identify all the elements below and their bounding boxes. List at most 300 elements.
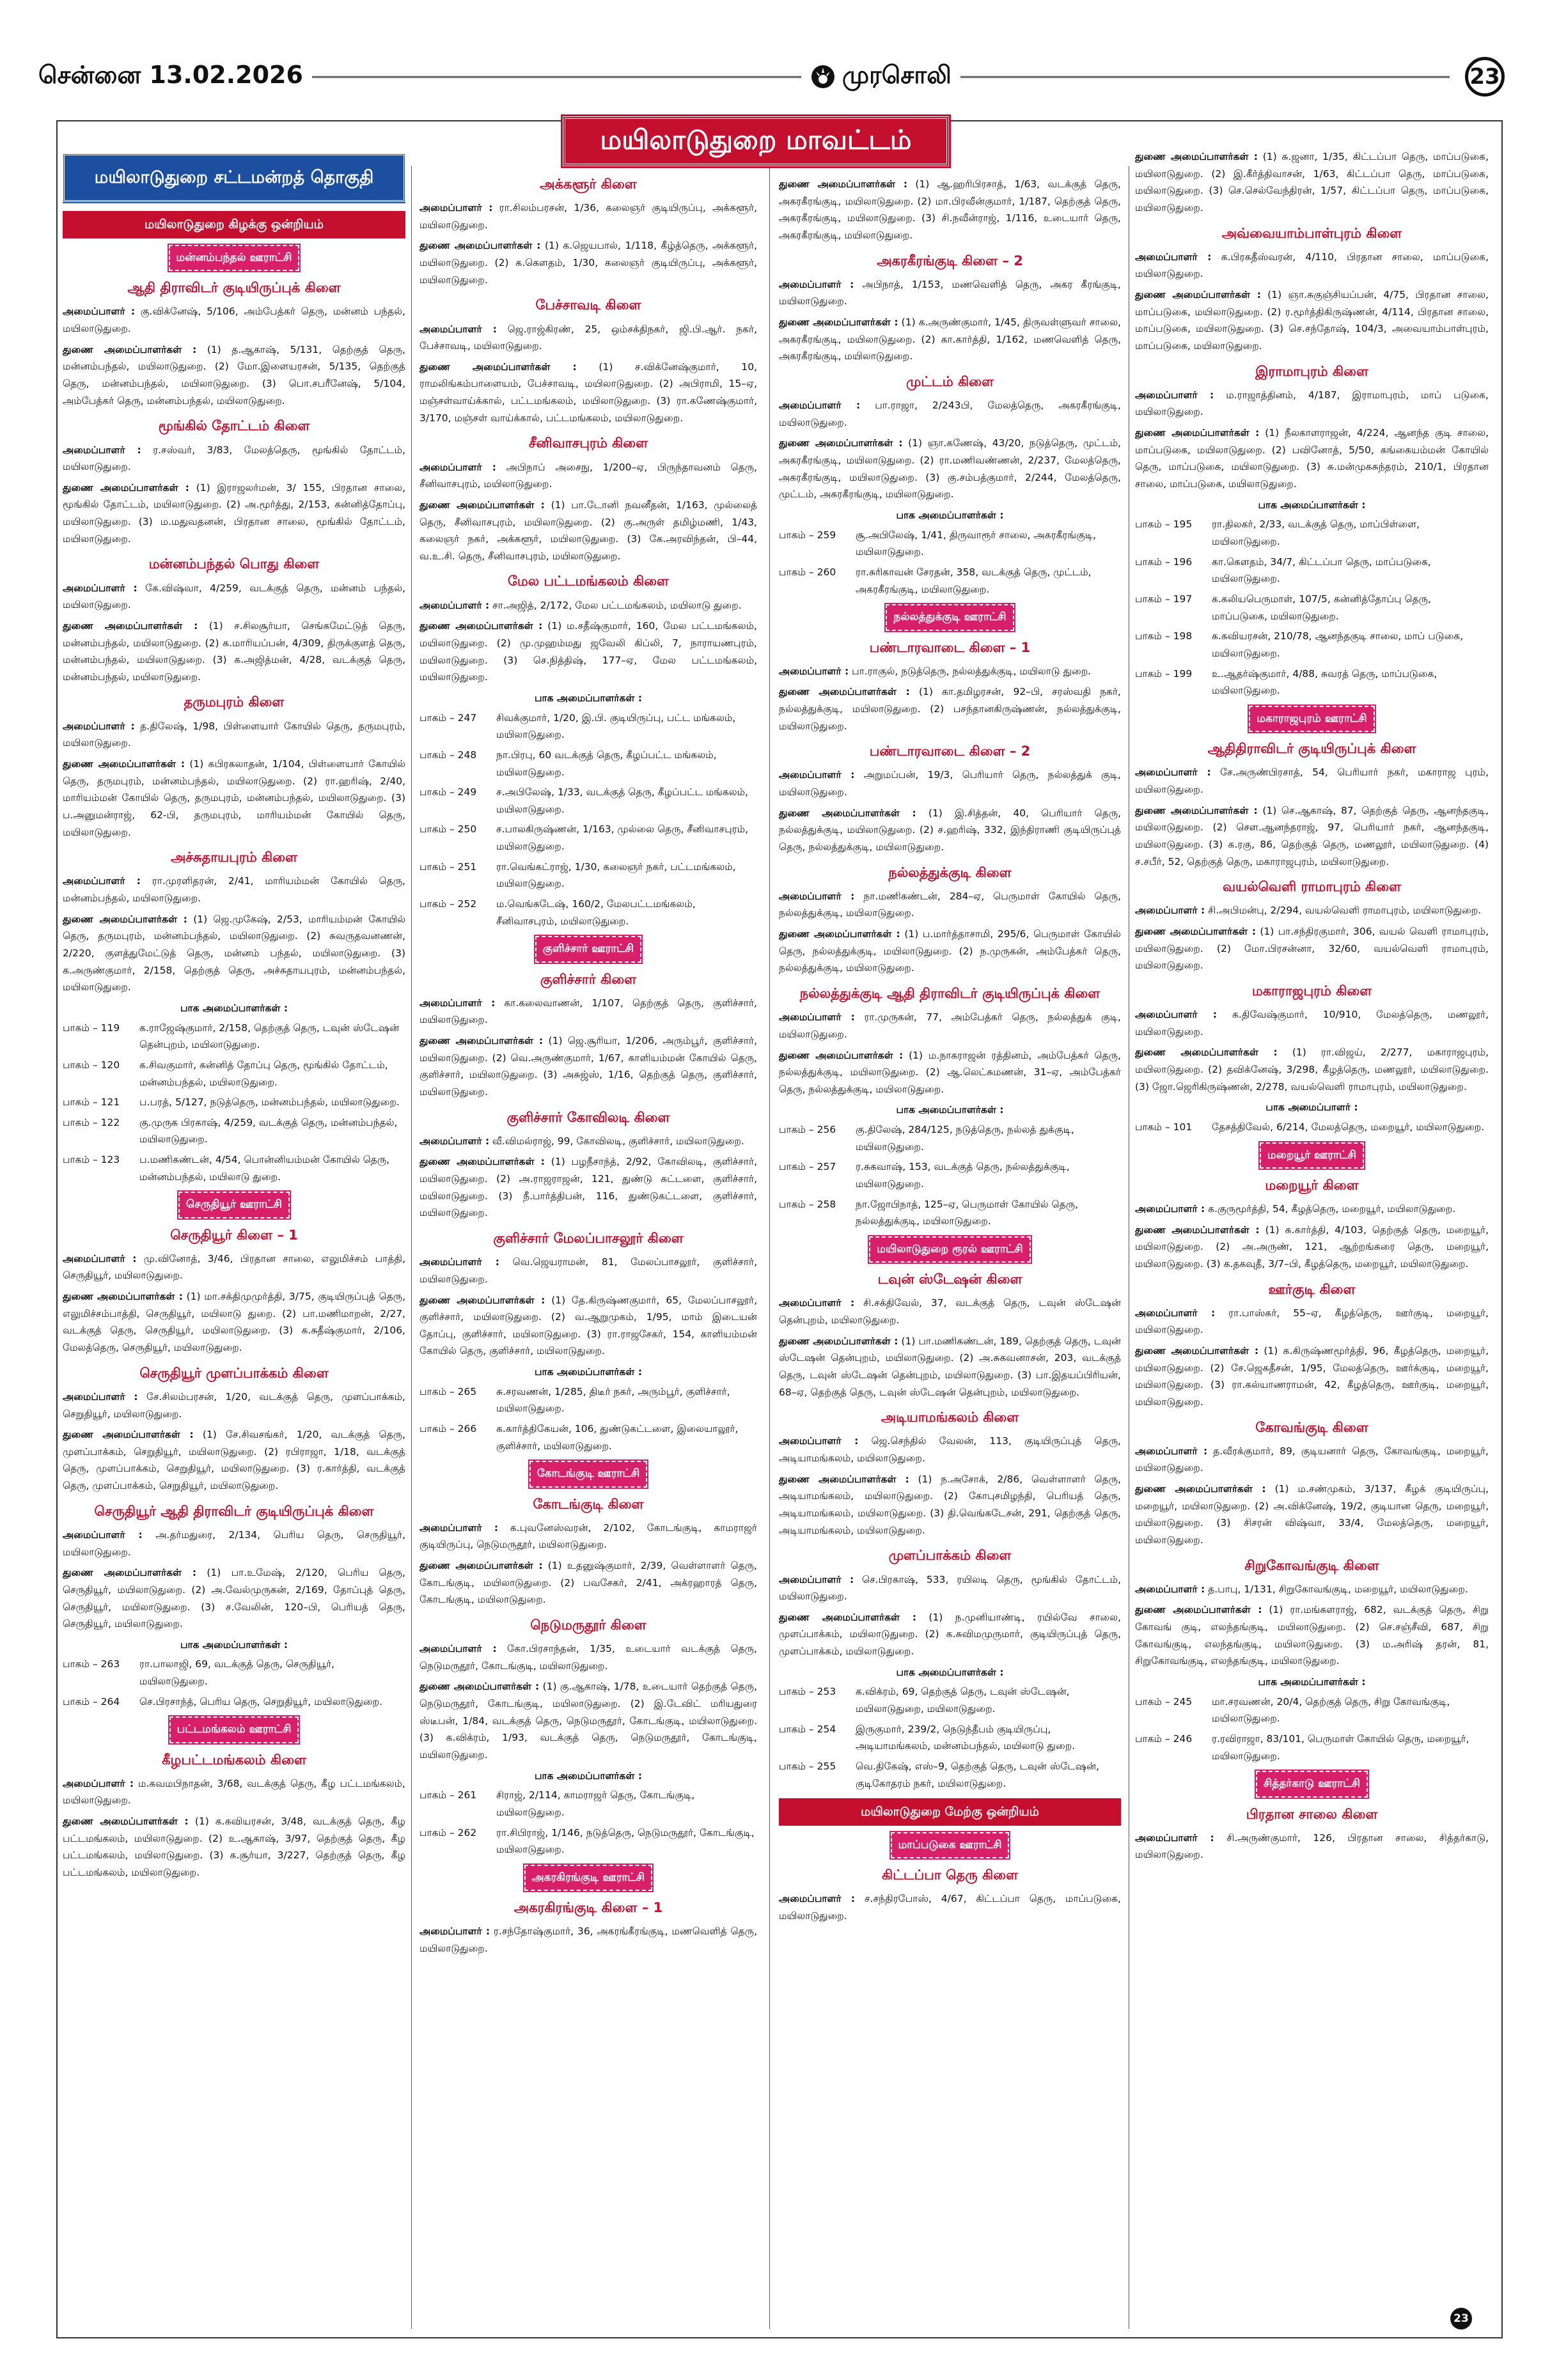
member-details: ரா.பாஸ்கர், 55–ஏ, கீழத்தெரு, ஊர்குடி, மறையூர், மயிலாடுதுறை.	[1135, 1307, 1489, 1336]
member-details: (1) ந.முனியாண்டி, ரயில்வே சாலை, முளப்பாக்கம், மயிலாடுதுறை. (2) க.சுவிமமுருமார், குடியிருப்புத் தெரு, முளப்பாக்கம், மயிலாடுதுறை.	[779, 1611, 1121, 1658]
office-bearer-entry	[1135, 249, 1489, 283]
branch-heading: மறையூர் கிளை	[1265, 1177, 1359, 1193]
branch-heading: ஊர்குடி கிளை	[1268, 1281, 1356, 1297]
member-details: (1) சே.சிவசங்கர், 1/20, வடக்குத் தெரு, முளப்பாக்கம், செறுதியூர், மயிலாடுதுறை. (2) ரபிராஜா, 1/18, வடக்குத் தெரு, முளப்பாக்கம், செறுதியூர், மயிலாடுதுறை. (3) ர.கார்த்தி, வடக்குத் தெரு, முளப்பாக்கம், செறுதியூர், மயிலாடுதுறை.	[63, 1429, 405, 1492]
booth-agent-details: செ.பிரசாந்த், பெரிய தெரு, செறுதியூர், மயிலாடுதுறை.	[139, 1695, 383, 1707]
branch-heading: அகரகீரங்குடி கிளை – 2	[877, 253, 1023, 268]
role-label: அமைப்பாளர் :	[779, 769, 855, 781]
booth-agent-details: சிவக்குமார், 1/20, இ.பி. குடியிருப்பு, பட்ட மங்கலம், மயிலாடுதுறை.	[496, 712, 736, 741]
booth-number: பாகம் – 248	[419, 749, 477, 761]
office-bearer-entry	[419, 321, 757, 355]
role-label: துணை அமைப்பாளர்கள் :	[63, 1567, 197, 1579]
role-label: அமைப்பாளர் :	[419, 599, 490, 611]
member-details: (1) ஞா.சுகுஞ்சியப்பன், 4/75, பிரதான சாலை, மாப்படுகை, மயிலாடுதுறை. (2) ர.மூர்த்திகிருஷ்ணன், 4/114, பிரதான சாலை, மாப்படுகை, மயிலாடுதுறை. (3) செ.சந்தோஷ், 104/3, அவையாம்பாள்புரம், மாப்படுகை, மயிலாடுதுறை.	[1135, 289, 1489, 352]
booth-number: பாகம் – 250	[419, 823, 477, 836]
member-details: (1) க.கவியரசன், 3/48, வடக்குத் தெரு, கீழ பட்டமங்கலம், மயிலாடுதுறை. (2) உ.ஆகாஷ், 3/97, தெற்குத் தெரு, கீழ பட்டமங்கலம், மயிலாடுதுறை. (3) க.சூர்யா, 3/227, தெற்குத் தெரு, கீழ பட்டமங்கலம், மயிலாடுதுறை.	[63, 1816, 405, 1879]
booth-entry	[419, 747, 757, 781]
office-bearer-entry	[1135, 1222, 1489, 1273]
panchayat-label: அகரகிரங்குடி ஊராட்சி	[524, 1865, 653, 1891]
office-bearer-entry	[1135, 1581, 1489, 1598]
booth-entry	[419, 1787, 757, 1821]
member-details: ஜெ.செந்தில் வேலன், 113, குடியிருப்புத் தெரு, அடியாமங்கலம், மயிலாடுதுறை.	[779, 1435, 1121, 1465]
office-bearer-entry	[419, 1133, 757, 1150]
booth-agent-details: க.கார்த்திகேயன், 106, துண்டுகட்டளை, இலையாலூர், குளிச்சார், மயிலாடுதுறை.	[496, 1423, 739, 1452]
booth-entry	[779, 564, 1121, 598]
member-details: (1) கு.ஆகாஷ், 1/78, உடையார் தெற்குத் தெரு, நெடுமருதூர், கோடங்குடி, மயிலாடுதுறை. (2) இ.டேவிட் மரியதுரை ஸ்டீபன், 1/84, வடக்குத் தெரு, நெடுமருதூர், கோடங்குடி, மயிலாடுதுறை. (3) க.விக்ரம், 1/93, வடக்குத் தெரு, நெடுமருதூர், கோடங்குடி, மயிலாடுதுறை.	[419, 1681, 757, 1761]
office-bearer-entry	[779, 926, 1121, 977]
branch-heading: தருமபுரம் கிளை	[184, 694, 285, 710]
member-details: ர.சஸ்வர், 3/83, மேலத்தெரு, மூங்கில் தோட்டம், மயிலாடுதுறை.	[63, 444, 405, 473]
office-bearer-entry	[1135, 1830, 1489, 1863]
member-details: ம.கவமபிநாதன், 3/68, வடக்குத் தெரு, கீழ பட்டமங்கலம், மயிலாடுதுறை.	[63, 1777, 405, 1807]
member-details: வெ.ஜெயராமன், 81, மேலப்பாசலூர், குளிச்சார், மயிலாடுதுறை.	[419, 1256, 757, 1285]
member-details: ம.ராஜாத்தினம், 4/187, இராமாபுரம், மாப் படுகை, மயிலாடுதுறை.	[1135, 389, 1489, 418]
branch-heading: மேல பட்டமங்கலம் கிளை	[508, 573, 669, 589]
booth-agent-details: ப.பரத், 5/127, நடுத்தெரு, மன்னம்பந்தல், மயிலாடுதுறை.	[139, 1096, 400, 1108]
booth-number: பாகம் – 196	[1135, 556, 1193, 568]
office-bearer-entry	[63, 341, 405, 410]
office-bearer-entry	[1135, 1443, 1489, 1477]
branch-heading: அவ்வையாம்பாள்புரம் கிளை	[1221, 225, 1402, 241]
column-divider	[411, 166, 412, 2329]
panchayat-heading	[419, 936, 757, 962]
panchayat-heading	[63, 1716, 405, 1743]
role-label: அமைப்பாளர் :	[1135, 1203, 1205, 1215]
office-bearer-entry	[63, 911, 405, 996]
branch-heading: கோவங்குடி கிளை	[1255, 1419, 1368, 1435]
member-details: (1) செ.ஆகாஷ், 87, தெற்குத் தெரு, ஆனந்தகுடி, மயிலாடுதுறை. (2) சௌ.ஆனந்தராஜ், 97, பெரியார் நகர், ஆனந்தகுடி, மயிலாடுதுறை. (3) க.ரகு, 86, தெற்குத் தெரு, மணலூர், மயிலாடுதுறை. (4) ச.சபீர், 52, தெற்குத் தெரு, மகாராஜபுரம், மயிலாடுதுறை.	[1135, 804, 1489, 867]
booth-agent-details: சிராஜ், 2/114, காமராஜர் தெரு, கோடங்குடி, மயிலாடுதுறை.	[496, 1789, 695, 1819]
panchayat-label: மயிலாடுதுறை ரூரல் ஊராட்சி	[869, 1236, 1030, 1263]
booth-entry	[63, 1656, 405, 1690]
office-bearer-entry	[1135, 387, 1489, 421]
office-bearer-entry	[1135, 1201, 1489, 1218]
panchayat-heading	[1135, 1771, 1489, 1797]
role-label: துணை அமைப்பாளர்கள் :	[1135, 427, 1260, 439]
role-label: அமைப்பாளர் :	[779, 1435, 859, 1447]
branch-heading: டவுன் ஸ்டேஷன் கிளை	[877, 1272, 1022, 1287]
booth-entry	[779, 1758, 1121, 1792]
panchayat-label: மகாராஜபுரம் ஊராட்சி	[1249, 706, 1374, 732]
booth-agent-details: ரா.வெங்கட்ராஜ், 1/30, கலைஞர் நகர், பட்டமங்கலம், மயிலாடுதுறை.	[496, 860, 736, 890]
role-label: அமைப்பாளர் :	[63, 1390, 138, 1403]
member-details: மு.வினோத், 3/46, பிரதான சாலை, எலுமிச்சம் பாத்தி, செருதியூர், மயிலாடுதுறை.	[63, 1252, 405, 1282]
booth-number: பாகம் – 257	[779, 1161, 836, 1173]
branch-heading: நல்லத்துக்குடி கிளை	[888, 864, 1012, 880]
office-bearer-entry	[63, 1564, 405, 1633]
role-label: துணை அமைப்பாளர்கள் :	[63, 1429, 194, 1441]
booth-agent-details: ப.மணிகண்டன், 4/54, பொன்னியம்மன் கோயில் தெரு, மன்னம்பந்தல், மயிலாடு துறை.	[139, 1154, 390, 1183]
role-label: துணை அமைப்பாளர்கள் :	[1135, 1604, 1262, 1616]
booth-section-heading: பாக அமைப்பாளர்கள் :	[180, 1638, 288, 1651]
branch-heading: அகரகிரங்குடி கிளை – 1	[513, 1900, 663, 1916]
booth-section-heading: பாக அமைப்பாளர்கள் :	[534, 692, 643, 704]
panchayat-heading	[1135, 706, 1489, 732]
branch-heading: ஆதிதிராவிடர் குடியிருப்புக் கிளை	[1207, 741, 1416, 757]
office-bearer-entry	[1135, 764, 1489, 798]
role-label: அமைப்பாளர் :	[779, 1573, 854, 1585]
role-label: துணை அமைப்பாளர்கள் :	[419, 1156, 545, 1168]
member-details: (1) தே.கிருஷ்ணகுமார், 65, மேலப்பாசலூர், குளிச்சார், மயிலாடுதுறை. (2) வ.ஆறுமுகம், 1/95, மாம் இடையன் தோப்பு, குளிச்சார், மயிலாடுதுறை. (3) ரா.ராஜசேகர், 154, காளியம்மன் கோயில் தெரு, குளிச்சார், மயிலாடுதுறை.	[419, 1294, 757, 1357]
office-bearer-entry	[63, 718, 405, 752]
panchayat-label: மாப்படுகை ஊராட்சி	[891, 1832, 1010, 1858]
booth-agent-details: ச.பாலகிருஷ்ணன், 1/163, முல்லை தெரு, சீனிவாசபுரம், மயிலாடுதுறை.	[496, 823, 749, 853]
office-bearer-entry	[779, 397, 1121, 431]
booth-agent-details: சு.சரவணன், 1/285, திடீர் நகர், அரும்பூர், குளிச்சார், மயிலாடுதுறை.	[496, 1385, 730, 1415]
office-bearer-entry	[63, 1250, 405, 1284]
booth-number: பாகம் – 120	[63, 1059, 120, 1071]
member-details: (1) த.ஆகாஷ், 5/131, தெற்குத் தெரு, மன்னம்பந்தல், மயிலாடுதுறை. (2) மோ.இளையரசன், 5/135, தெற்குத் தெரு, மன்னம்பந்தல், மயிலாடுதுறை. (3) பொ.சபரீனேஷ், 5/104, அம்பேத்கர் தெரு, மன்னம்பந்தல், மயிலாடுதுறை.	[63, 343, 405, 407]
role-label: துணை அமைப்பாளர்கள் :	[63, 1816, 189, 1828]
role-label: துணை அமைப்பாளர்கள் :	[779, 1473, 909, 1485]
member-details: சி.அருண்குமார், 126, பிரதான சாலை, சித்தர்காடு, மயிலாடுதுறை.	[1135, 1832, 1489, 1861]
office-bearer-entry	[1135, 1342, 1489, 1411]
branch-heading: அடியாமங்கலம் கிளை	[881, 1410, 1019, 1426]
booth-number: பாகம் – 260	[779, 566, 836, 579]
booth-number: பாகம் – 249	[419, 786, 477, 798]
role-label: துணை அமைப்பாளர்கள் :	[1135, 151, 1258, 162]
panchayat-heading	[63, 1192, 405, 1218]
role-label: அமைப்பாளர் :	[779, 400, 861, 412]
booth-entry	[419, 784, 757, 818]
office-bearer-entry	[1135, 923, 1489, 974]
office-bearer-entry	[779, 1609, 1121, 1660]
role-label: அமைப்பாளர் :	[63, 875, 141, 887]
office-bearer-entry	[1135, 286, 1489, 355]
member-details: (1) ரா.மங்களராஜ், 682, வடக்குத் தெரு, சிறு கோவங் குடி, எலந்தங்குடி, மயிலாடுதுறை. (2) செ.சஞ்சீவி, 687, சிறு கோவங்குடி, எலந்தங்குடி, மயிலாடுதுறை. (3) ம.அரிஷ் தரன், 81, சிறுகோவங்குடி, எலந்தங்குடி, மயிலாடுதுறை.	[1135, 1604, 1489, 1667]
office-bearer-entry	[63, 618, 405, 686]
booth-number: பாகம் – 259	[779, 529, 836, 541]
office-bearer-entry	[1135, 902, 1489, 919]
role-label: அமைப்பாளர் :	[779, 1297, 855, 1309]
office-bearer-entry	[63, 756, 405, 841]
branch-heading: பண்டாரவாடை கிளை – 1	[869, 639, 1031, 655]
booth-section-heading: பாக அமைப்பாளர்கள் :	[180, 1002, 288, 1014]
office-bearer-entry	[1135, 424, 1489, 493]
role-label: அமைப்பாளர் :	[1135, 389, 1214, 401]
booth-number: பாகம் – 199	[1135, 667, 1193, 680]
booth-number: பாகம் – 123	[63, 1154, 120, 1166]
booth-agent-details: இருகுமார், 239/2, நெடுந்தீபம் குடியிருப்பு, அடியாமங்கலம், மன்னம்பந்தல், மயிலாடு துறை.	[856, 1723, 1076, 1752]
booth-number: பாகம் – 121	[63, 1096, 120, 1108]
role-label: துணை அமைப்பாளர்கள் :	[63, 481, 189, 494]
role-label: அமைப்பாளர் :	[419, 323, 497, 335]
booth-agent-details: க.கவியரசன், 210/78, ஆனந்தகுடி சாலை, மாப் படுகை, மயிலாடுதுறை.	[1212, 630, 1464, 659]
branch-heading: வயல்வெளி ராமாபுரம் கிளை	[1223, 879, 1401, 895]
page-number-badge: 23	[1465, 57, 1505, 97]
panchayat-heading	[779, 604, 1121, 630]
booth-section-heading: பாக அமைப்பாளர்கள் :	[1258, 1676, 1366, 1688]
booth-entry	[419, 1383, 757, 1417]
footer-page-number: 23	[1450, 2308, 1472, 2329]
booth-entry	[1135, 554, 1489, 587]
panchayat-heading	[779, 1236, 1121, 1263]
member-details: (1) இராஜலர்மன், 3/ 155, பிரதான சாலை, மூங்கில் தோட்டம், மயிலாடுதுறை. (2) அ.மூர்த்து, 2/153, கன்னித்தோப்பு, மயிலாடுதுறை. (3) ம.மதுவதனன், பிரதான சாலை, மூங்கில் தோட்டம், மயிலாடுதுறை.	[63, 481, 405, 545]
office-bearer-entry	[779, 1471, 1121, 1539]
office-bearer-entry	[1135, 148, 1489, 217]
booth-number: பாகம் – 262	[419, 1826, 477, 1839]
member-details: கே.விஷ்வா, 4/259, வடக்குத் தெரு, மன்னம் பந்தல், மயிலாடுதுறை.	[63, 582, 405, 611]
role-label: அமைப்பாளர் :	[779, 278, 854, 290]
office-bearer-entry	[779, 766, 1121, 800]
panchayat-label: சித்தர்காடு ஊராட்சி	[1256, 1771, 1368, 1797]
booth-section-heading: பாக அமைப்பாளர்கள் :	[896, 1104, 1004, 1116]
booth-agent-details: கு.திலேஷ், 284/125, நடுத்தெரு, நல்லத் துக்குடி, மயிலாடுதுறை.	[856, 1124, 1074, 1153]
booth-agent-details: ர.ரவிராஜா, 83/101, பெருமாள் கோயில் தெரு, மறையூர், மயிலாடுதுறை.	[1212, 1733, 1469, 1762]
role-label: துணை அமைப்பாளர்கள் :	[779, 1335, 898, 1347]
booth-agent-details: கா.கௌதம், 34/7, கிட்டப்பா தெரு, மாப்படுகை, மயிலாடுதுறை.	[1212, 556, 1431, 585]
booth-entry	[63, 1114, 405, 1148]
office-bearer-entry	[419, 459, 757, 493]
member-details: (1) ந.அசோக், 2/86, வெள்ளாளர் தெரு, அடியாமங்கலம், மயிலாடுதுறை. (2) கோபுசமிழந்தி, பெரியத் தெரு, அடியாமங்கலம், மயிலாடுதுறை. (3) தி.வெங்கடேசன், 291, தெற்குத் தெரு, அடியாமங்கலம், மயிலாடுதுறை.	[779, 1473, 1121, 1536]
member-details: (1) சு.ஜனா, 1/35, கிட்டப்பா தெரு, மாப்படுகை, மயிலாடுதுறை. (2) இ.கீர்த்திவாசன், 1/63, கிட்டப்பா தெரு, மாப்படுகை, மயிலாடுதுறை. (3) செ.செல்வேந்திரன், 1/57, கிட்டப்பா தெரு, மாப்படுகை, மயிலாடுதுறை.	[1135, 151, 1489, 214]
union-heading: மயிலாடுதுறை கிழக்கு ஒன்றியம்	[63, 211, 405, 238]
member-details: பா.ராகுல், நடுத்தெரு, நல்லத்துக்குடி, மயிலாடு துறை.	[852, 665, 1092, 677]
booth-agent-details: ச.அபிலேஷ், 1/33, வடக்குத் தெரு, கீழப்பட்ட மங்கலம், மயிலாடுதுறை.	[496, 786, 749, 815]
union-heading: மயிலாடுதுறை மேற்கு ஒன்றியம்	[779, 1798, 1121, 1826]
role-label: அமைப்பாளர் :	[419, 1135, 490, 1147]
branch-heading: முட்டம் கிளை	[906, 374, 994, 390]
role-label: அமைப்பாளர் :	[63, 444, 141, 456]
branch-heading: அச்சுதாயபுரம் கிளை	[170, 850, 298, 866]
booth-agent-details: ரா.திலகர், 2/33, வடக்குத் தெரு, மாப்பிள்ளை, மயிலாடுதுறை.	[1212, 518, 1420, 548]
member-details: சே.அருண்பிரசாத், 54, பெரியார் நகர், மகாராஜ புரம், மயிலாடுதுறை.	[1135, 766, 1489, 795]
panchayat-label: பட்டமங்கலம் ஊராட்சி	[169, 1716, 299, 1743]
office-bearer-entry	[419, 1292, 757, 1360]
booth-section-heading: பாக அமைப்பாளர்கள் :	[534, 1366, 643, 1378]
office-bearer-entry	[63, 1775, 405, 1809]
office-bearer-entry	[779, 1571, 1121, 1605]
office-bearer-entry	[419, 1923, 757, 1957]
member-details: ர.சந்தோஷ்குமார், 36, அகரங்கீரங்குடி, மணவெளித் தெரு, மயிலாடுதுறை.	[419, 1925, 757, 1955]
member-details: (1) க.அருண்குமார், 1/45, திருவள்ளுவர் சாலை, அகரகீரங்குடி, மயிலாடுதுறை. (2) கா.கார்த்தி, 1/162, மணவெளித் தெரு, அகரகீரங்குடி, மயிலாடுதுறை.	[779, 316, 1121, 362]
member-details: சி.அபிமன்பு, 2/294, வயல்வெளி ராமாபுரம், மயிலாடுதுறை.	[1208, 905, 1482, 917]
branch-heading: கிட்டப்பா தெரு கிளை	[882, 1867, 1018, 1883]
office-bearer-entry	[419, 995, 757, 1029]
office-bearer-entry	[419, 1557, 757, 1608]
booth-entry	[1135, 628, 1489, 662]
role-label: அமைப்பாளர் :	[1135, 1009, 1218, 1021]
branch-heading: மூங்கில் தோட்டம் கிளை	[158, 418, 310, 434]
role-label: அமைப்பாளர் :	[1135, 1307, 1216, 1319]
panchayat-label: குளிச்சார் ஊராட்சி	[535, 936, 641, 962]
role-label: துணை அமைப்பாளர்கள் :	[63, 913, 187, 925]
branch-heading: பண்டாரவாடை கிளை – 2	[869, 743, 1031, 759]
office-bearer-entry	[419, 497, 757, 565]
office-bearer-entry	[779, 435, 1121, 503]
role-label: துணை அமைப்பாளர்கள் :	[779, 928, 900, 940]
office-bearer-entry	[419, 237, 757, 288]
member-details: (1) ம.சண்முகம், 3/137, கீழக் குடியிருப்பு, மறையூர், மயிலாடுதுறை. (2) அ.விக்னேஷ், 19/2, குடியான தெரு, மறையூர், மயிலாடுதுறை. (3) சிசரன் விஷ்வா, 33/4, மேலத்தெரு, மறையூர், மயிலாடுதுறை.	[1135, 1483, 1489, 1546]
office-bearer-entry	[1135, 1044, 1489, 1095]
office-bearer-entry	[779, 176, 1121, 244]
branch-heading: குளிச்சார் கோவிலடி கிளை	[506, 1109, 670, 1125]
booth-agent-details: ர.சுகவாஷ், 153, வடக்குத் தெரு, நல்லத்துக்குடி, மயிலாடுதுறை.	[856, 1161, 1070, 1190]
office-bearer-entry	[63, 1426, 405, 1495]
member-details: ரா.முரளிதரன், 2/41, மாரியம்மன் கோயில் தெரு, மன்னம்பந்தல், மயிலாடுதுறை.	[63, 875, 405, 904]
booth-entry	[419, 1824, 757, 1858]
office-bearer-entry	[779, 888, 1121, 922]
role-label: துணை அமைப்பாளர்கள் :	[63, 619, 198, 632]
district-banner: மயிலாடுதுறை மாவட்டம்	[563, 116, 949, 166]
booth-entry	[63, 1020, 405, 1054]
role-label: அமைப்பாளர் :	[419, 1521, 499, 1534]
role-label: துணை அமைப்பாளர்கள் :	[1135, 289, 1261, 301]
booth-number: பாகம் – 264	[63, 1695, 120, 1707]
office-bearer-entry	[419, 618, 757, 686]
booth-number: பாகம் – 258	[779, 1198, 836, 1210]
booth-section-heading: பாக அமைப்பாளர்கள் :	[896, 1666, 1004, 1678]
role-label: துணை அமைப்பாளர்கள் :	[419, 1681, 540, 1693]
role-label: அமைப்பாளர் :	[63, 306, 136, 318]
member-details: நா.மணிகண்டன், 284–ஏ, பெருமாள் கோயில் தெரு, நல்லத்துக்குடி, மயிலாடுதுறை.	[779, 890, 1121, 919]
role-label: துணை அமைப்பாளர்கள் :	[779, 1611, 917, 1623]
branch-heading: செருதியூர் ஆதி திராவிடர் குடியிருப்புக் கிளை	[94, 1503, 374, 1519]
branch-heading: சிறுகோவங்குடி கிளை	[1244, 1557, 1379, 1573]
booth-number: பாகம் – 256	[779, 1124, 836, 1136]
office-bearer-entry	[419, 1678, 757, 1763]
column-3	[779, 176, 1121, 2332]
booth-agent-details: வெ.திகேஷ், எஸ்–9, தெற்குத் தெரு, டவுன் ஸ்டேஷன், குடிகோதரம் நகர், மயிலாடுதுறை.	[856, 1761, 1100, 1789]
role-label: அமைப்பாளர் :	[63, 1252, 137, 1264]
member-details: (1) க.கார்த்தி, 4/103, தெற்குத் தெரு, மறையூர், மயிலாடுதுறை. (2) அ.அருண், 121, ஆற்றங்கரை தெரு, மறையூர், மயிலாடுதுறை. (3) க.தகவுதீ, 3/7–பி, கீழத்தெரு, மறையூர், மயிலாடுதுறை.	[1135, 1224, 1489, 1270]
branch-heading: முளப்பாக்கம் கிளை	[888, 1548, 1012, 1564]
booth-entry	[779, 1683, 1121, 1717]
booth-entry	[63, 1057, 405, 1091]
role-label: அமைப்பாளர் :	[419, 1925, 490, 1938]
masthead-rule	[312, 76, 801, 78]
role-label: துணை அமைப்பாளர்கள் :	[1135, 1046, 1278, 1059]
member-details: (1) பா.சந்திரகுமார், 306, வயல் வெளி ராமாபுரம், மயிலாடுதுறை. (2) மோ.பிரசன்னா, 32/60, வயல்வெளி ராமாபுரம், மயிலாடுதுறை.	[1135, 925, 1489, 972]
booth-agent-details: க.சிவகுமார், கன்னித் தோப்பு தெரு, மூங்கில் தோட்டம், மன்னம்பந்தல், மயிலாடுதுறை.	[139, 1059, 388, 1088]
booth-entry	[419, 710, 757, 743]
office-bearer-entry	[63, 442, 405, 476]
booth-entry	[1135, 516, 1489, 550]
role-label: துணை அமைப்பாளர்கள் :	[779, 437, 903, 449]
role-label: அமைப்பாளர் :	[63, 582, 137, 594]
member-details: த.வீரக்குமார், 89, குடியனார் தெரு, கோவங்குடி, மறையூர், மயிலாடுதுறை.	[1135, 1445, 1489, 1474]
booth-agent-details: ரா.சுரிகாவன் சேரதன், 358, வடக்குத் தெரு, முட்டம், அகரகீரங்குடி, மயிலாடுதுறை.	[856, 566, 1092, 595]
role-label: துணை அமைப்பாளர்கள் :	[1135, 925, 1257, 937]
office-bearer-entry	[779, 683, 1121, 735]
booth-number: பாகம் – 246	[1135, 1733, 1193, 1745]
office-bearer-entry	[779, 1433, 1121, 1466]
role-label: துணை அமைப்பாளர்கள் :	[419, 620, 543, 632]
booth-section-heading: பாக அமைப்பாளர் :	[1265, 1101, 1358, 1114]
member-details: கு.விக்னேஷ், 5/106, அம்பேத்கர் தெரு, மன்னம் பந்தல், மயிலாடுதுறை.	[63, 306, 405, 335]
panchayat-heading	[419, 1865, 757, 1891]
role-label: அமைப்பாளர் :	[779, 890, 855, 902]
booth-number: பாகம் – 253	[779, 1686, 836, 1698]
role-label: அமைப்பாளர் :	[779, 1011, 855, 1023]
booth-agent-details: ரா.பாலாஜி, 69, வடக்குத் தெரு, செருதியூர், மயிலாடுதுறை.	[139, 1658, 335, 1688]
member-details: அ.தர்மதுரை, 2/134, பெரிய தெரு, செருதியூர், மயிலாடுதுறை.	[63, 1528, 405, 1558]
office-bearer-entry	[419, 1254, 757, 1287]
role-label: அமைப்பாளர் :	[63, 1777, 134, 1789]
office-bearer-entry	[1135, 1601, 1489, 1670]
member-details: (1) மா.சக்திமுமுர்த்தி, 3/75, குடியிருப்புத் தெரு, எலுமிச்சம்பாத்தி, செருதியூர், மயிலாடு துறை. (2) பா.மணிமாறன், 2/27, வடக்குத் தெரு, செருதியூர், மயிலாடுதுறை. (3) க.சுதீஷ்குமார், 2/106, மேலத்தெரு, செருதியூர், மயிலாடுதுறை.	[63, 1291, 405, 1354]
member-details: பா.ராஜா, 2/243பி, மேலத்தெரு, அகரகீரங்குடி, மயிலாடுதுறை.	[779, 400, 1121, 428]
role-label: துணை அமைப்பாளர்கள் :	[63, 758, 185, 770]
branch-heading: கீழபட்டமங்கலம் கிளை	[162, 1752, 306, 1768]
member-details: சே.சிலம்பரசன், 1/20, வடக்குத் தெரு, முளப்பாக்கம், செறுதியூர், மயிலாடுதுறை.	[63, 1390, 405, 1420]
office-bearer-entry	[779, 276, 1121, 310]
booth-entry	[63, 1693, 405, 1711]
masthead-rule-right	[960, 76, 1450, 78]
member-details: (1) ஆ.ஹரிபிரசாத், 1/63, வடக்குத் தெரு, அகரகீரங்குடி, மயிலாடுதுறை. (2) மா.பிரவீன்குமார், 1/187, தெற்குத் தெரு, அகரகீரங்குடி, மயிலாடுதுறை. (3) சி.நவீன்ராஜ், 1/116, உடையார் தெரு, அகரகீரங்குடி, மயிலாடுதுறை.	[779, 178, 1121, 241]
column-4	[1135, 148, 1489, 2332]
office-bearer-entry	[779, 1333, 1121, 1401]
role-label: அமைப்பாளர் :	[1135, 1832, 1214, 1844]
booth-entry	[63, 1094, 405, 1111]
role-label: அமைப்பாளர் :	[63, 720, 135, 732]
booth-number: பாகம் – 197	[1135, 593, 1193, 605]
booth-number: பாகம் – 265	[419, 1385, 477, 1397]
issue-date: சென்னை 13.02.2026	[38, 61, 303, 89]
column-1	[63, 153, 405, 2332]
booth-section-heading: பாக அமைப்பாளர்கள் :	[1258, 499, 1366, 511]
booth-number: பாகம் – 245	[1135, 1695, 1193, 1707]
panchayat-label: நல்லத்துக்குடி ஊராட்சி	[886, 604, 1014, 630]
role-label: துணை அமைப்பாளர்கள் :	[1135, 804, 1258, 816]
branch-heading: குளிச்சார் மேலப்பாசலூர் கிளை	[493, 1231, 684, 1247]
panchayat-heading	[63, 245, 405, 271]
booth-agent-details: நா.பிரபு, 60 வடக்குத் தெரு, கீழப்பட்ட மங்கலம், மயிலாடுதுறை.	[496, 749, 717, 778]
member-details: (1) பா.உமேஷ், 2/120, பெரிய தெரு, செருதியூர், மயிலாடுதுறை. (2) அ.வேல்முருகன், 2/169, தோப்புத் தெரு, செருதியூர், மயிலாடுதுறை. (3) ச.வேலின், 120–பி, பெரியத் தெரு, செருதியூர், மயிலாடுதுறை.	[63, 1567, 405, 1630]
member-details: (1) உதனுஷ்குமார், 2/39, வெள்ளாளர் தெரு, கோடங்குடி, மயிலாடுதுறை. (2) பவசேகர், 2/41, அக்ரஹாரத் தெரு, கோடங்குடி, மயிலாடுதுறை.	[419, 1560, 757, 1606]
member-details: (1) ச.சிலசூர்யா, செங்கமேட்டுத் தெரு, மன்னம்பந்தல், மயிலாடுதுறை. (2) க.மாரியப்பன், 4/309, திருக்குளத் தெரு, மன்னம்பந்தல், மயிலாடுதுறை. (3) க.அஜித்மன், 4/28, வடக்குத் தெரு, மன்னம்பந்தல், மயிலாடுதுறை.	[63, 619, 405, 683]
role-label: அமைப்பாளர் :	[419, 202, 493, 214]
office-bearer-entry	[63, 580, 405, 614]
booth-entry	[419, 859, 757, 892]
branch-heading: பிரதான சாலை கிளை	[1246, 1806, 1378, 1822]
branch-heading: மகாராஜபுரம் கிளை	[1251, 983, 1372, 999]
booth-agent-details: நா.ஜோபிநாத், 125–ஏ, பெருமாள் கோயில் தெரு, நல்லத்துக்குடி, மயிலாடுதுறை.	[856, 1198, 1079, 1227]
role-label: துணை அமைப்பாளர்கள் :	[779, 178, 908, 190]
role-label: அமைப்பாளர் :	[419, 461, 496, 473]
booth-entry	[1135, 665, 1489, 699]
branch-heading: ஆதி திராவிடர் குடியிருப்புக் கிளை	[127, 280, 341, 296]
booth-entry	[63, 1151, 405, 1185]
member-details: (1) ரா.விஜய், 2/277, மகாராஜபுரம், மயிலாடுதுறை. (2) தவிக்னேஷ், 3/298, கீழத்தெரு, மணலூர், மயிலாடுதுறை. (3) ஜோ.ஜெரிகிருஷ்ணன், 2/278, வயல்வெளி ராமாபுரம், மயிலாடுதுறை.	[1135, 1046, 1489, 1093]
booth-number: பாகம் – 101	[1135, 1121, 1193, 1133]
office-bearer-entry	[1135, 1481, 1489, 1549]
paper-name: முரசொலி	[842, 61, 952, 89]
role-label: அமைப்பாளர் :	[779, 1893, 856, 1905]
member-details: ஜெ.ராஜ்கிரண், 25, ஒம்சக்திநகர், ஜி.பி.ஆர். நகர், பேச்சாவடி, மயிலாடுதுறை.	[419, 323, 757, 352]
role-label: துணை அமைப்பாளர்கள் :	[779, 807, 916, 819]
booth-number: பாகம் – 266	[419, 1423, 477, 1435]
booth-agent-details: ம.வெங்கடேஷ், 160/2, மேலபட்டமங்கலம், சீனிவாசபுரம், மயிலாடுதுறை.	[496, 898, 696, 927]
office-bearer-entry	[63, 303, 405, 337]
office-bearer-entry	[779, 314, 1121, 365]
booth-number: பாகம் – 255	[779, 1761, 836, 1773]
role-label: அமைப்பாளர் :	[1135, 766, 1211, 779]
booth-number: பாகம் – 251	[419, 860, 477, 873]
member-details: ச.சந்திரபோஸ், 4/67, கிட்டப்பா தெரு, மாப்படுகை, மயிலாடுதுறை.	[779, 1893, 1121, 1922]
booth-entry	[1135, 591, 1489, 625]
member-details: அறுமப்பன், 19/3, பெரியார் தெரு, நல்லத்துக் குடி, மயிலாடுதுறை.	[779, 769, 1121, 798]
booth-entry	[419, 1420, 757, 1454]
booth-agent-details: மா.சரவணன், 20/4, தெற்குத் தெரு, சிறு கோவங்குடி, மயிலாடுதுறை.	[1212, 1695, 1450, 1725]
role-label: துணை அமைப்பாளர்கள் :	[63, 1291, 183, 1303]
member-details: த.திலேஷ், 1/98, பிள்ளையார் கோயில் தெரு, தருமபுரம், மயிலாடுதுறை.	[63, 720, 405, 749]
branch-heading: சீனிவாசபுரம் கிளை	[528, 435, 648, 451]
panchayat-label: கோடங்குடி ஊராட்சி	[529, 1461, 648, 1487]
member-details: சி.சக்திவேல், 37, வடக்குத் தெரு, டவுன் ஸ்டேஷன் தென்புறம், மயிலாடுதுறை.	[779, 1297, 1121, 1326]
branch-heading: நெடுமருதூர் கிளை	[530, 1617, 646, 1633]
booth-entry	[1135, 1693, 1489, 1727]
